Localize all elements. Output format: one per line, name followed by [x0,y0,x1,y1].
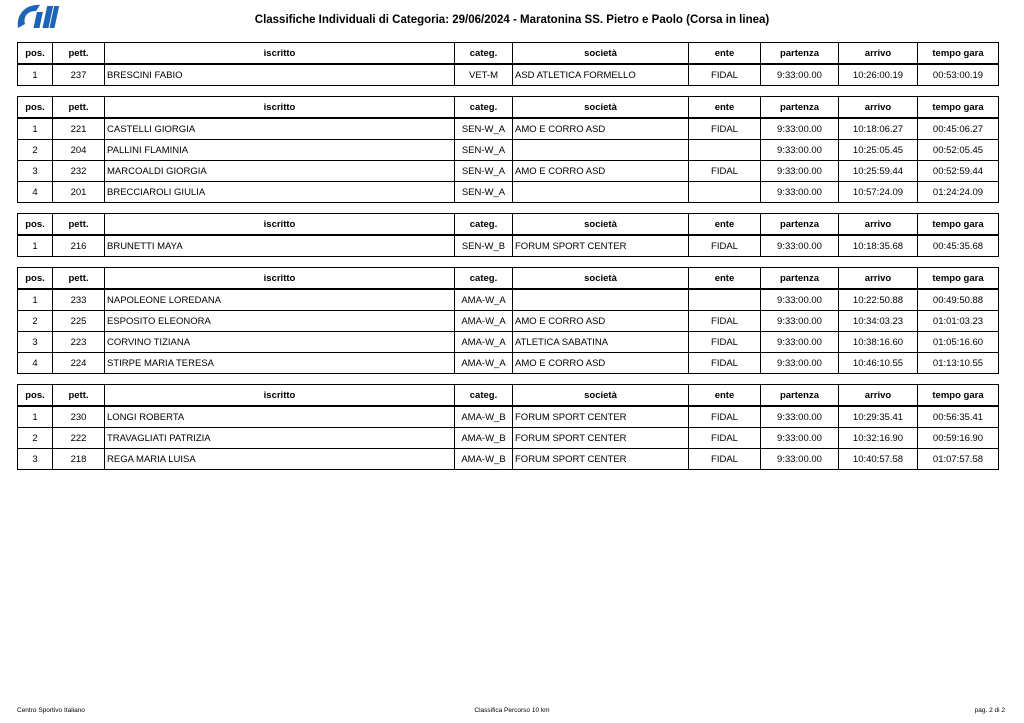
column-header-bib: pett. [53,385,105,407]
cell-start-time: 9:33:00.00 [761,118,839,140]
cell-federation: FIDAL [689,161,761,182]
cell-bib: 224 [53,353,105,374]
cell-athlete: REGA MARIA LUISA [105,449,455,470]
cell-athlete: LONGI ROBERTA [105,406,455,428]
category-table [17,267,999,374]
cell-start-time: 9:33:00.00 [761,182,839,203]
cell-race-time: 00:45:06.27 [918,118,999,140]
column-header-club: società [513,268,689,290]
cell-athlete: MARCOALDI GIORGIA [105,161,455,182]
cell-finish-time: 10:22:50.88 [839,289,918,311]
cell-category: SEN-W_B [455,235,513,257]
cell-start-time: 9:33:00.00 [761,140,839,161]
cell-finish-time: 10:34:03.23 [839,311,918,332]
cell-position: 1 [18,406,53,428]
table-row [18,406,999,428]
column-header-category: categ. [455,214,513,236]
cell-start-time: 9:33:00.00 [761,64,839,86]
cell-category: SEN-W_A [455,161,513,182]
cell-bib: 233 [53,289,105,311]
table-header-row [18,97,999,119]
cell-bib: 218 [53,449,105,470]
cell-start-time: 9:33:00.00 [761,428,839,449]
column-header-category: categ. [455,385,513,407]
cell-athlete: TRAVAGLIATI PATRIZIA [105,428,455,449]
cell-athlete: CASTELLI GIORGIA [105,118,455,140]
cell-bib: 237 [53,64,105,86]
column-header-club: società [513,214,689,236]
cell-race-time: 01:07:57.58 [918,449,999,470]
cell-position: 1 [18,289,53,311]
cell-club: AMO E CORRO ASD [513,118,689,140]
table-row [18,235,999,257]
cell-federation: FIDAL [689,332,761,353]
cell-athlete: CORVINO TIZIANA [105,332,455,353]
column-header-bib: pett. [53,43,105,65]
cell-bib: 221 [53,118,105,140]
cell-position: 1 [18,235,53,257]
column-header-bib: pett. [53,214,105,236]
cell-federation: FIDAL [689,428,761,449]
table-row [18,332,999,353]
cell-finish-time: 10:57:24.09 [839,182,918,203]
cell-start-time: 9:33:00.00 [761,449,839,470]
cell-race-time: 01:13:10.55 [918,353,999,374]
page-title: Classifiche Individuali di Categoria: 29/06/2024 - Maratonina SS. Pietro e Paolo (Corsa in linea) [254,14,770,26]
cell-position: 1 [18,64,53,86]
column-header-category: categ. [455,268,513,290]
column-header-race-time: tempo gara [918,97,999,119]
cell-finish-time: 10:26:00.19 [839,64,918,86]
cell-federation: FIDAL [689,406,761,428]
cell-club: AMO E CORRO ASD [513,353,689,374]
cell-club [513,289,689,311]
table-header-row [18,385,999,407]
cell-race-time: 00:49:50.88 [918,289,999,311]
column-header-athlete: iscritto [105,385,455,407]
column-header-start-time: partenza [761,268,839,290]
column-header-club: società [513,43,689,65]
column-header-start-time: partenza [761,43,839,65]
column-header-start-time: partenza [761,97,839,119]
cell-position: 3 [18,161,53,182]
cell-category: AMA-W_B [455,449,513,470]
column-header-club: società [513,97,689,119]
cell-position: 2 [18,140,53,161]
cell-bib: 222 [53,428,105,449]
cell-position: 3 [18,332,53,353]
column-header-race-time: tempo gara [918,43,999,65]
cell-start-time: 9:33:00.00 [761,406,839,428]
column-header-position: pos. [18,43,53,65]
cell-athlete: NAPOLEONE LOREDANA [105,289,455,311]
cell-federation [689,289,761,311]
column-header-athlete: iscritto [105,97,455,119]
cell-category: AMA-W_B [455,406,513,428]
cell-position: 3 [18,449,53,470]
category-table [17,96,999,203]
cell-club: FORUM SPORT CENTER [513,406,689,428]
cell-position: 4 [18,182,53,203]
cell-race-time: 00:56:35.41 [918,406,999,428]
cell-club: FORUM SPORT CENTER [513,428,689,449]
cell-federation [689,140,761,161]
column-header-finish-time: arrivo [839,97,918,119]
footer-organization: Centro Sportivo Italiano [17,707,85,714]
cell-federation: FIDAL [689,311,761,332]
cell-start-time: 9:33:00.00 [761,289,839,311]
table-row [18,182,999,203]
column-header-category: categ. [455,43,513,65]
cell-category: VET-M [455,64,513,86]
table-row [18,140,999,161]
cell-finish-time: 10:38:16.60 [839,332,918,353]
table-header-row [18,268,999,290]
cell-race-time: 01:01:03.23 [918,311,999,332]
column-header-athlete: iscritto [105,214,455,236]
cell-position: 2 [18,311,53,332]
cell-finish-time: 10:18:06.27 [839,118,918,140]
cell-athlete: PALLINI FLAMINIA [105,140,455,161]
cell-club: FORUM SPORT CENTER [513,449,689,470]
cell-club: ATLETICA SABATINA [513,332,689,353]
table-header-row [18,214,999,236]
cell-federation: FIDAL [689,64,761,86]
cell-race-time: 00:53:00.19 [918,64,999,86]
table-row [18,311,999,332]
cell-finish-time: 10:25:05.45 [839,140,918,161]
table-row [18,118,999,140]
column-header-athlete: iscritto [105,43,455,65]
category-table [17,42,999,86]
cell-federation: FIDAL [689,449,761,470]
cell-club [513,140,689,161]
column-header-position: pos. [18,268,53,290]
cell-position: 4 [18,353,53,374]
column-header-federation: ente [689,385,761,407]
column-header-bib: pett. [53,268,105,290]
column-header-finish-time: arrivo [839,214,918,236]
cell-finish-time: 10:32:16.90 [839,428,918,449]
cell-category: SEN-W_A [455,140,513,161]
cell-category: AMA-W_A [455,289,513,311]
column-header-race-time: tempo gara [918,385,999,407]
cell-athlete: BRECCIAROLI GIULIA [105,182,455,203]
column-header-finish-time: arrivo [839,385,918,407]
column-header-finish-time: arrivo [839,43,918,65]
column-header-race-time: tempo gara [918,214,999,236]
cell-category: AMA-W_A [455,311,513,332]
cell-athlete: BRESCINI FABIO [105,64,455,86]
category-table [17,384,999,470]
cell-category: SEN-W_A [455,118,513,140]
table-row [18,428,999,449]
footer-course: Classifica Percorso 10 km [474,707,550,714]
cell-position: 2 [18,428,53,449]
cell-athlete: BRUNETTI MAYA [105,235,455,257]
cell-bib: 225 [53,311,105,332]
cell-category: AMA-W_B [455,428,513,449]
column-header-race-time: tempo gara [918,268,999,290]
cell-race-time: 00:52:59.44 [918,161,999,182]
cell-finish-time: 10:18:35.68 [839,235,918,257]
cell-finish-time: 10:25:59.44 [839,161,918,182]
cell-bib: 223 [53,332,105,353]
column-header-club: società [513,385,689,407]
category-tables [17,42,998,480]
column-header-federation: ente [689,214,761,236]
column-header-start-time: partenza [761,214,839,236]
column-header-position: pos. [18,385,53,407]
cell-bib: 230 [53,406,105,428]
cell-category: AMA-W_A [455,353,513,374]
cell-club: AMO E CORRO ASD [513,161,689,182]
table-row [18,64,999,86]
column-header-position: pos. [18,97,53,119]
column-header-federation: ente [689,268,761,290]
cell-athlete: STIRPE MARIA TERESA [105,353,455,374]
cell-finish-time: 10:29:35.41 [839,406,918,428]
cell-federation [689,182,761,203]
table-row [18,449,999,470]
cell-federation: FIDAL [689,235,761,257]
table-row [18,353,999,374]
cell-start-time: 9:33:00.00 [761,311,839,332]
cell-finish-time: 10:40:57.58 [839,449,918,470]
cell-race-time: 00:45:35.68 [918,235,999,257]
cell-start-time: 9:33:00.00 [761,332,839,353]
column-header-bib: pett. [53,97,105,119]
category-table [17,213,999,257]
cell-start-time: 9:33:00.00 [761,235,839,257]
cell-finish-time: 10:46:10.55 [839,353,918,374]
cell-bib: 232 [53,161,105,182]
footer-page-number: pag. 2 di 2 [974,707,1005,714]
column-header-position: pos. [18,214,53,236]
cell-club: FORUM SPORT CENTER [513,235,689,257]
table-row [18,289,999,311]
table-header-row [18,43,999,65]
column-header-finish-time: arrivo [839,268,918,290]
cell-bib: 201 [53,182,105,203]
cell-position: 1 [18,118,53,140]
cell-race-time: 01:24:24.09 [918,182,999,203]
column-header-athlete: iscritto [105,268,455,290]
cell-club: ASD ATLETICA FORMELLO [513,64,689,86]
cell-bib: 216 [53,235,105,257]
cell-athlete: ESPOSITO ELEONORA [105,311,455,332]
cell-race-time: 00:59:16.90 [918,428,999,449]
cell-start-time: 9:33:00.00 [761,161,839,182]
column-header-federation: ente [689,97,761,119]
cell-bib: 204 [53,140,105,161]
cell-federation: FIDAL [689,118,761,140]
column-header-federation: ente [689,43,761,65]
cell-federation: FIDAL [689,353,761,374]
cell-race-time: 01:05:16.60 [918,332,999,353]
cell-race-time: 00:52:05.45 [918,140,999,161]
cell-club: AMO E CORRO ASD [513,311,689,332]
cell-category: AMA-W_A [455,332,513,353]
cell-start-time: 9:33:00.00 [761,353,839,374]
table-row [18,161,999,182]
cell-club [513,182,689,203]
column-header-start-time: partenza [761,385,839,407]
column-header-category: categ. [455,97,513,119]
cell-category: SEN-W_A [455,182,513,203]
